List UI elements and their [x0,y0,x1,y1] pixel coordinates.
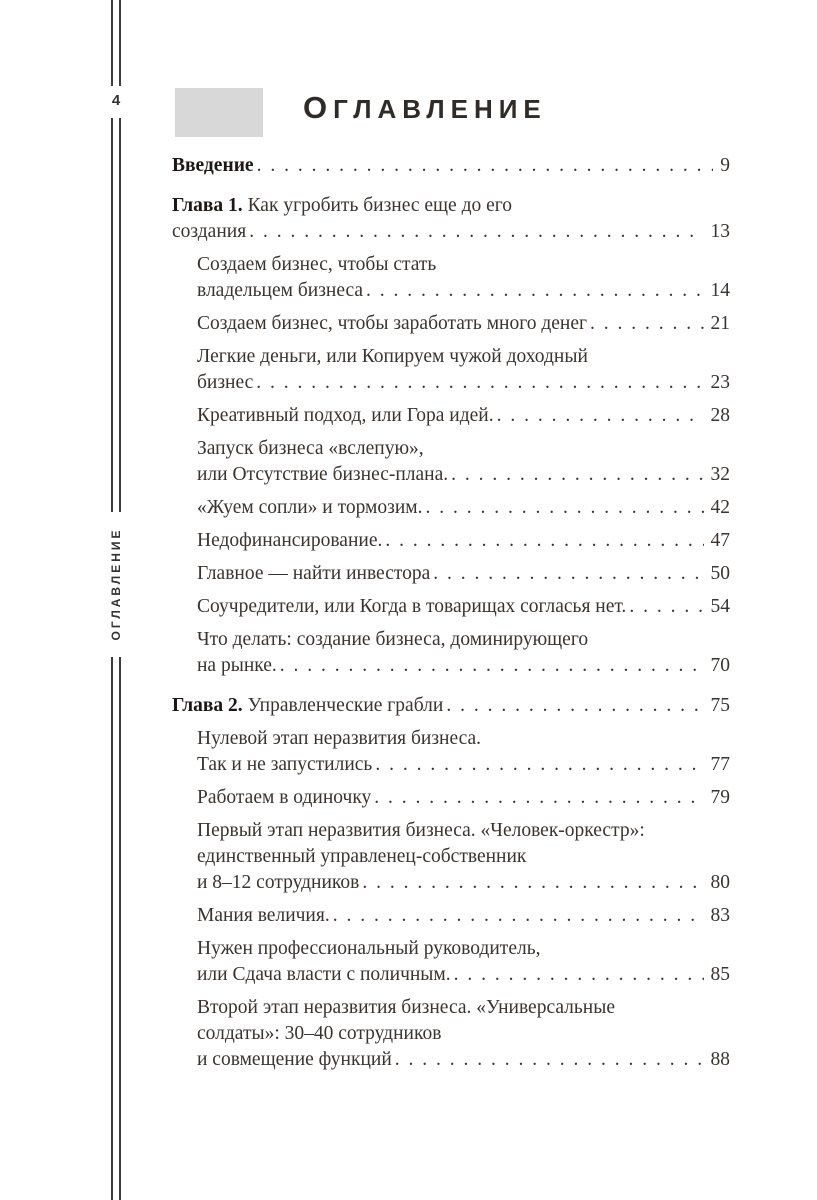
toc-page-number: 75 [710,695,730,716]
toc-page-number: 23 [710,372,730,393]
toc-entry [172,193,730,245]
toc-entry [172,344,730,396]
dot-leader [372,752,703,778]
toc-page-number: 79 [710,787,730,808]
toc-entry-line [197,936,730,962]
dot-leader [277,653,704,679]
dot-leader [451,962,704,988]
toc-entry-text: солдаты»: 30–40 сотрудников [197,1023,442,1044]
toc-entry-text: владельцем бизнеса [197,280,364,301]
dot-leader [382,528,703,554]
toc-entry-text: Так и не запустились [197,754,373,775]
toc-entry-text [172,153,254,179]
toc-page-number: 32 [710,464,730,485]
toc-entry-line [197,594,730,620]
toc-entry-text: единственный управленец-собственник [197,846,527,867]
toc-entry-line [172,219,730,245]
margin-rule-middle [111,118,121,512]
toc-entry-text: бизнес [197,372,254,393]
title-decoration-box [175,88,263,137]
toc-entry-line [197,903,730,929]
dot-leader [330,903,704,929]
toc-entry-text: Создаем бизнес, чтобы заработать много денег [197,313,588,334]
toc-entry-line [197,1047,730,1073]
toc-entry-line [197,370,730,396]
toc-page-number: 70 [710,655,730,676]
toc-entry [172,252,730,304]
toc-page-number: 13 [710,221,730,242]
sidebar-chapter-label: ОГЛАВЛЕНИЕ [109,527,123,641]
toc-entry [172,627,730,679]
toc-entry-line [197,752,730,778]
toc-entry [172,403,730,429]
toc-entry [172,693,730,719]
toc-entry [172,995,730,1073]
page-title: ОГЛАВЛЕНИЕ [303,90,547,125]
toc-page-number: 80 [710,872,730,893]
dot-leader [587,311,703,337]
dot-leader [430,561,703,587]
toc-entry-text: Что делать: создание бизнеса, доминирующего [197,629,589,650]
dot-leader [359,870,703,896]
toc-entry-text: Глава 1. Как угробить бизнес еще до его [172,195,513,216]
toc-entry-text: Соучредители, или Когда в товарищах согласья нет. [197,596,627,617]
toc-entry [172,495,730,521]
toc-page-number: 28 [710,405,730,426]
toc-entry [172,818,730,896]
toc-entry-text: Создаем бизнес, чтобы стать [197,254,437,275]
toc-entry [172,726,730,778]
toc-entry-line [197,403,730,429]
toc-entry-text: или Сдача власти с поличным. [197,964,451,985]
toc-page-number: 47 [710,530,730,551]
dot-leader [423,495,704,521]
toc-entry-line [197,436,730,462]
dot-leader [363,278,703,304]
toc-entry [172,936,730,988]
toc-entry-line [197,495,730,521]
toc-entry-line [197,561,730,587]
toc-entry-line [197,252,730,278]
dot-leader [494,403,704,429]
toc-entry-text: Креативный подход, или Гора идей. [197,405,494,426]
toc-entry-text: Нулевой этап неразвития бизнеса. [197,728,482,749]
toc-entry [172,594,730,620]
dot-leader [626,594,703,620]
toc-page-number: 9 [720,155,730,176]
toc-entry-text: Нужен профессиональный руководитель, [197,938,541,959]
dot-leader [253,370,703,396]
toc-page-number: 85 [710,964,730,985]
toc-entry-text: Глава 2. Управленческие грабли [172,695,444,716]
toc-entry [172,436,730,488]
toc-entry-line [172,153,730,179]
toc-page-number: 14 [710,280,730,301]
toc-entry-bold-label: Введение [172,155,254,176]
margin-rule-bottom [111,657,121,1200]
margin-rule-top [111,0,121,86]
toc-entry-line [197,653,730,679]
dot-leader [443,693,703,719]
toc-entry-text: Первый этап неразвития бизнеса. «Человек-оркестр»: [197,820,645,841]
dot-leader [371,785,703,811]
toc-entry-line [197,870,730,896]
toc-entry-line [197,785,730,811]
toc-entry-line [197,1021,730,1047]
toc-entry-line [197,995,730,1021]
toc-entry [172,528,730,554]
toc-entry-bold-label: Глава 1. [172,195,243,216]
dot-leader [392,1047,704,1073]
dot-leader [254,153,714,179]
toc-entry-line [197,311,730,337]
toc-entry-line [197,528,730,554]
toc-entry-text: или Отсутствие бизнес-плана. [197,464,449,485]
toc-entry-text: Работаем в одиночку [197,787,372,808]
toc-page-number: 83 [710,905,730,926]
toc-page-number: 77 [710,754,730,775]
toc-entry-text: и совмещение функций [197,1049,392,1070]
toc-entry-line [172,693,730,719]
toc-page-number: 88 [710,1049,730,1070]
toc-entry-text: «Жуем сопли» и тормозим. [197,497,423,518]
toc-entry-text: Легкие деньги, или Копируем чужой доходный [197,346,588,367]
toc-entry-text: Мания величия. [197,905,330,926]
toc-entry-line [197,962,730,988]
toc-entry [172,785,730,811]
dot-leader [246,219,703,245]
toc-page-number: 42 [710,497,730,518]
toc-entry-text: Главное — найти инвестора [197,563,431,584]
toc-entry-bold-label: Глава 2. [172,695,243,716]
table-of-contents [172,153,730,1080]
toc-entry-line [172,193,730,219]
toc-entry [172,311,730,337]
toc-entry-line [197,462,730,488]
toc-entry [172,153,730,179]
toc-entry [172,561,730,587]
toc-entry-line [197,278,730,304]
toc-entry [172,903,730,929]
toc-entry-line [197,844,730,870]
toc-entry-text: Запуск бизнеса «вслепую», [197,438,424,459]
dot-leader [448,462,703,488]
toc-page-number: 54 [710,596,730,617]
toc-entry-line [197,627,730,653]
toc-entry-text: на рынке. [197,655,277,676]
toc-entry-line [197,726,730,752]
toc-page-number: 50 [710,563,730,584]
toc-entry-line [197,818,730,844]
toc-entry-line [197,344,730,370]
toc-entry-text: создания [172,221,247,242]
toc-entry-text: Второй этап неразвития бизнеса. «Универсальные [197,997,615,1018]
toc-entry-text: Недофинансирование. [197,530,383,551]
toc-entry-text: и 8–12 сотрудников [197,872,360,893]
page-number: 4 [111,92,121,109]
toc-page-number: 21 [710,313,730,334]
